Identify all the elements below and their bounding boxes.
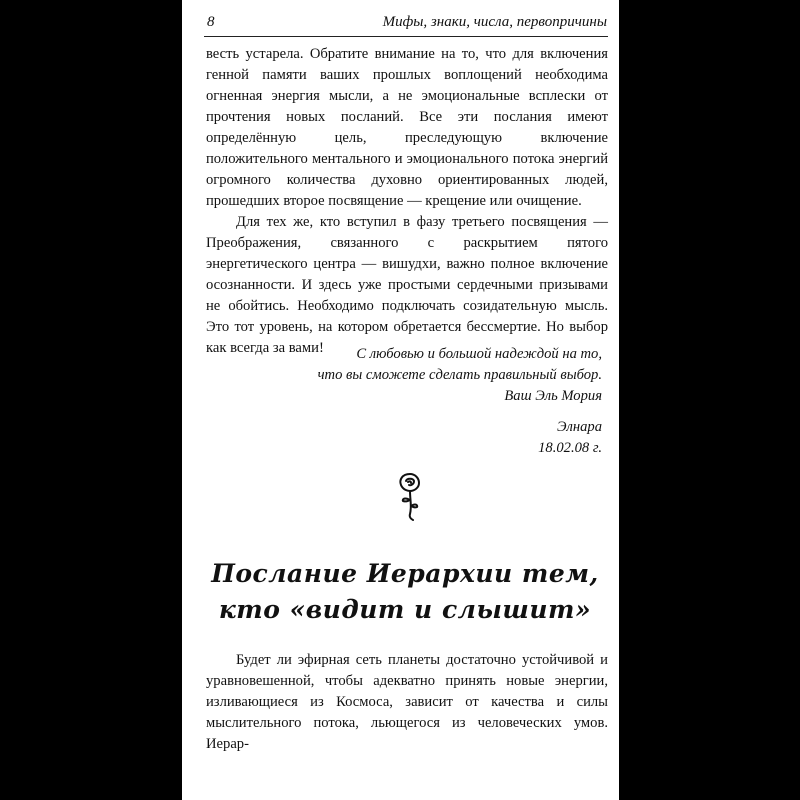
signature-line: С любовью и большой надеждой на то, (356, 346, 602, 362)
date: 18.02.08 г. (538, 440, 602, 456)
paragraph: Для тех же, кто вступил в фазу третьего посвящения — Преображения, связанного с раскрытием пятого энергетического центра — вишудхи, важно полное включение осознанности. И здесь уже простыми сердечными призывами не обойтись. Необходимо подключать созидательную мысль. Это тот уровень, на котором обретается бессмертие. Но выбор как всегда за вами! (206, 214, 608, 356)
signature-block (202, 344, 602, 459)
signature-name: Ваш Эль Мория (504, 388, 602, 404)
page-number: 8 (207, 14, 215, 30)
author-name: Элнара (557, 419, 602, 435)
book-page (182, 0, 619, 800)
section-title-line: Послание Иерархии тем, (211, 559, 599, 588)
rose-icon (394, 470, 426, 522)
section-title (200, 556, 610, 628)
running-title: Мифы, знаки, числа, первопричины (382, 14, 607, 30)
paragraph: весть устарела. Обратите внимание на то, что для включения генной памяти ваших прошлых воплощений необходима огненная энергия мысли, а не эмоциональные всплески от прочтения новых посланий. Все эти послания имеют определённую цель, преследующую включение положительного ментального и эмоционального потока энергий огромного количества духовно ориентированных людей, прошедших второе посвящение — крещение или очищение. (206, 46, 608, 209)
body-text (206, 44, 608, 359)
signature-line: что вы сможете сделать правильный выбор. (317, 367, 602, 383)
header-rule (204, 36, 608, 37)
signature-gap (202, 407, 602, 417)
section-title-line: кто «видит и слышит» (218, 595, 592, 624)
section-body: Будет ли эфирная сеть планеты достаточно устойчивой и уравновешенной, чтобы адекватно принять новые энергии, изливающиеся из Космоса, зависит от качества и силы мыслительного потока, льющегося из человеческих умов. Иерар- (206, 652, 608, 752)
